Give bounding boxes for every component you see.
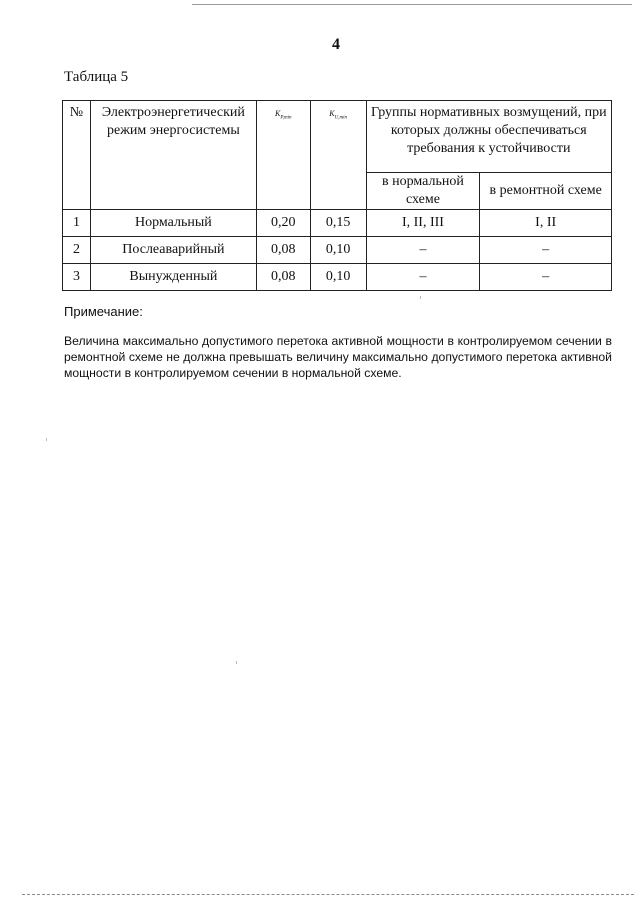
- scan-border-bottom: [22, 894, 634, 895]
- row-mode: Вынужденный: [90, 264, 256, 291]
- row-kp: 0,08: [256, 264, 310, 291]
- table-header-row: [63, 101, 612, 173]
- header-number: №: [63, 101, 91, 210]
- header-repair-scheme: в ремонтной схеме: [480, 173, 612, 210]
- row-ku: 0,15: [310, 210, 366, 237]
- row-number: 3: [63, 264, 91, 291]
- header-ku-min: [310, 101, 366, 210]
- row-repair: –: [480, 264, 612, 291]
- row-ku: 0,10: [310, 264, 366, 291]
- note-label: Примечание:: [64, 304, 143, 319]
- header-mode: Электроэнергетический режим энергосистемы: [90, 101, 256, 210]
- row-kp: 0,20: [256, 210, 310, 237]
- scan-speck: [236, 661, 237, 664]
- header-disturbance-groups: Группы нормативных возмущений, при которых должны обеспечиваться требования к устойчивости: [366, 101, 611, 173]
- header-kp-min: [256, 101, 310, 210]
- row-repair: I, II: [480, 210, 612, 237]
- note-text: Величина максимально допустимого перетока активной мощности в контролируемом сечении в ремонтной схеме не должна превышать величину максимально допустимого перетока активной мощности в контролируемом сечении в нормальной схеме.: [64, 334, 612, 380]
- scan-border-top: [192, 4, 632, 5]
- table-caption: Таблица 5: [64, 69, 129, 85]
- row-repair: –: [480, 237, 612, 264]
- row-mode: Послеаварийный: [90, 237, 256, 264]
- row-kp: 0,08: [256, 237, 310, 264]
- row-ku: 0,10: [310, 237, 366, 264]
- row-mode: Нормальный: [90, 210, 256, 237]
- row-normal: –: [366, 264, 480, 291]
- row-number: 1: [63, 210, 91, 237]
- scan-speck: [46, 438, 47, 441]
- header-normal-scheme: в нормальной схеме: [366, 173, 480, 210]
- kp-symbol: K: [275, 109, 281, 118]
- table-row: [63, 264, 612, 291]
- scan-speck: [420, 296, 421, 299]
- kp-subscript: P,min: [280, 115, 292, 121]
- page-number: 4: [332, 36, 340, 53]
- table-row: [63, 210, 612, 237]
- table-row: [63, 237, 612, 264]
- row-normal: –: [366, 237, 480, 264]
- row-normal: I, II, III: [366, 210, 480, 237]
- ku-symbol: K: [329, 109, 335, 118]
- ku-subscript: U,min: [334, 115, 347, 121]
- row-number: 2: [63, 237, 91, 264]
- stability-requirements-table: [62, 100, 612, 291]
